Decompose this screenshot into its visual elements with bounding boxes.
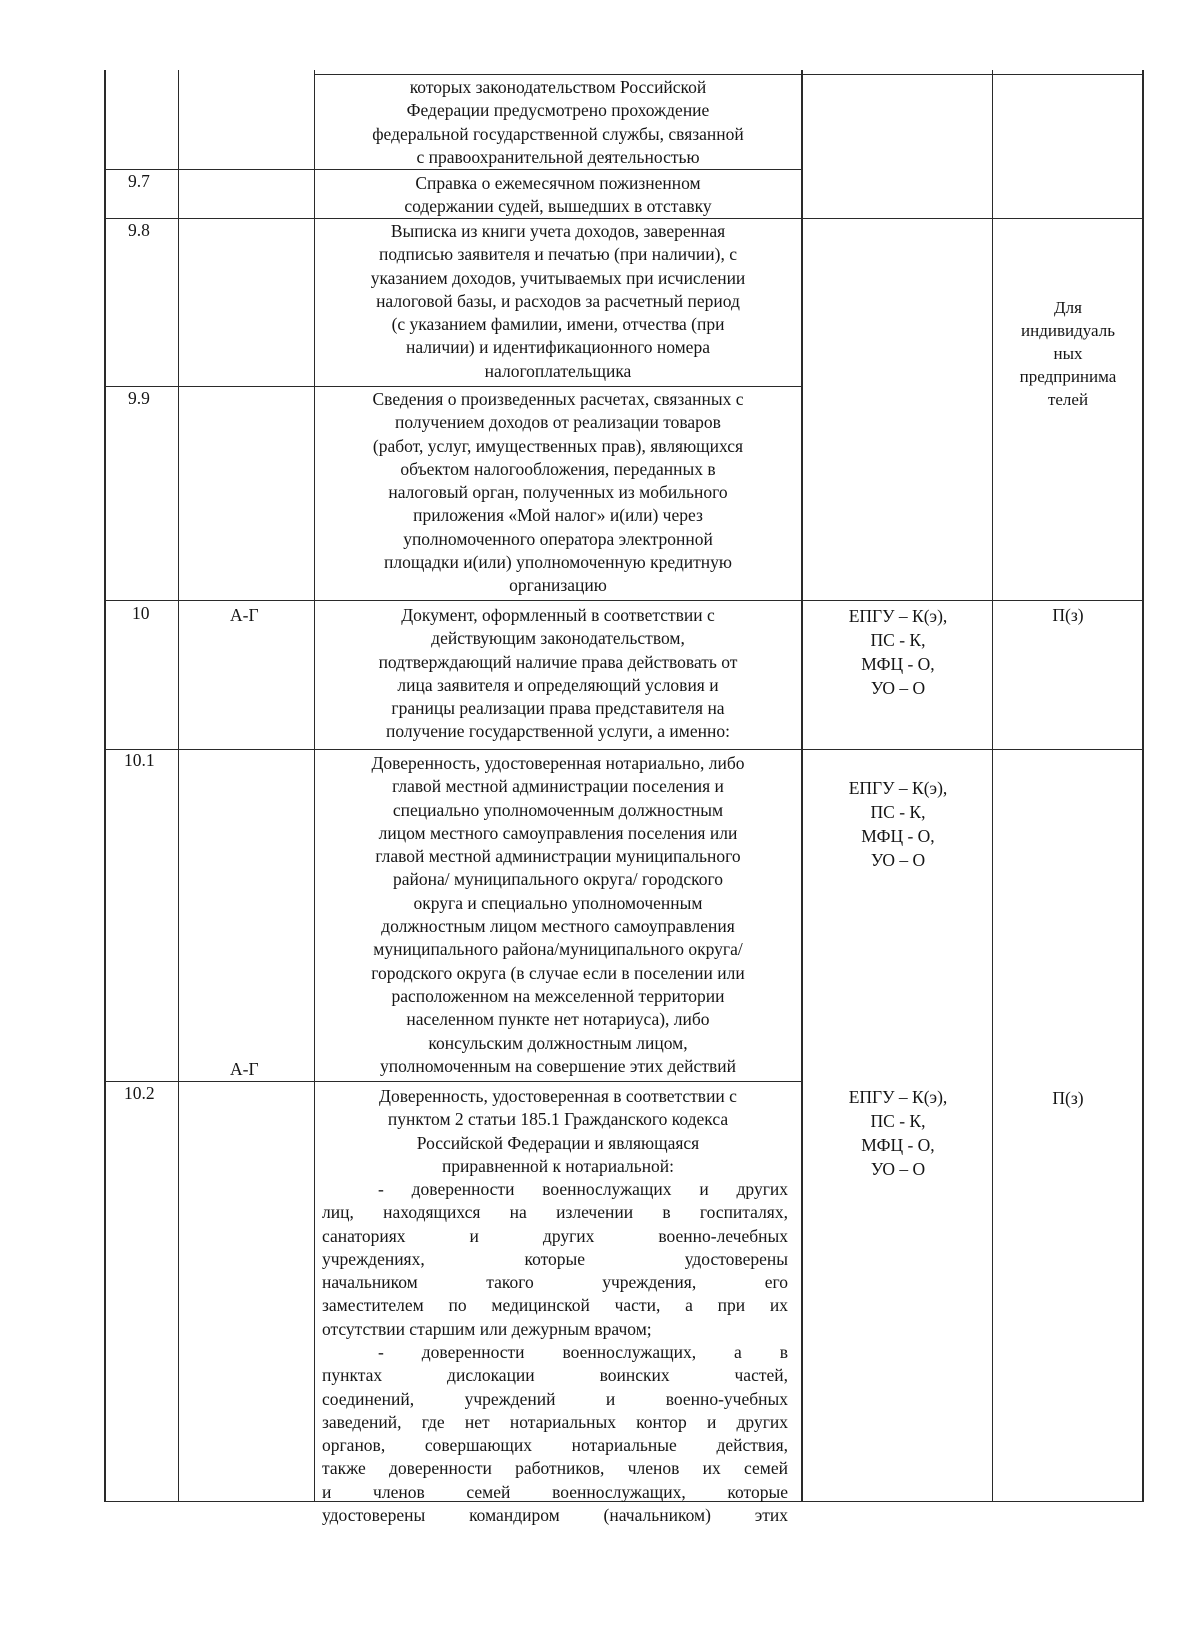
text-line: площадки и(или) уполномоченную кредитную bbox=[383, 552, 732, 573]
grid-line-h-10 bbox=[104, 600, 1144, 601]
text-line: округа и специально уполномоченным bbox=[413, 892, 703, 913]
grid-line-h-101 bbox=[104, 749, 1144, 750]
text-line: района/ муниципального округа/ городского bbox=[393, 869, 723, 890]
text-line: уполномоченного оператора электронной bbox=[403, 528, 713, 549]
text-line: указанием доходов, учитываемых при исчислении bbox=[370, 267, 746, 288]
text-line: учреждениях, которые удостоверены bbox=[322, 1248, 788, 1269]
text-line: ПС - К, bbox=[870, 802, 926, 822]
text-line: ЕПГУ – К(э), bbox=[848, 778, 948, 798]
text-line: Для bbox=[1054, 298, 1082, 317]
text-line: налогоплательщика bbox=[484, 360, 632, 381]
text-line: приложения «Мой налог» и(или) через bbox=[413, 505, 703, 526]
text-line: Сведения о произведенных расчетах, связанных с bbox=[372, 389, 744, 409]
text-line: действующим законодательством, bbox=[431, 628, 685, 649]
text-line: санаториях и других военно-лечебных bbox=[322, 1225, 788, 1246]
text-line: федеральной государственной службы, связанной bbox=[372, 123, 744, 144]
text-line: ных bbox=[1053, 344, 1083, 363]
row-number-10-2: 10.2 bbox=[124, 1083, 155, 1103]
grid-line-v2 bbox=[178, 70, 179, 1502]
text-line: расположенном на межселенной территории bbox=[391, 985, 725, 1006]
row-10-form: П(з) bbox=[1052, 605, 1084, 625]
text-line: Федерации предусмотрено прохождение bbox=[406, 100, 710, 121]
text-line: налоговой базы, и расходов за расчетный период bbox=[376, 290, 740, 311]
text-line: заведений, где нет нотариальных контор и других bbox=[322, 1411, 788, 1432]
row-10-1-text bbox=[318, 752, 798, 1078]
grid-line-h-top bbox=[314, 74, 1144, 75]
text-line: МФЦ - О, bbox=[861, 654, 935, 674]
text-line: городского округа (в случае если в поселении или bbox=[371, 962, 745, 983]
text-line: подписью заявителя и печатью (при наличии), с bbox=[379, 244, 737, 265]
text-line: органов, совершающих нотариальные действия, bbox=[322, 1435, 788, 1456]
text-line: Документ, оформленный в соответствии с bbox=[401, 605, 715, 625]
text-line: населенном пункте нет нотариуса), либо bbox=[406, 1009, 710, 1030]
row-10-2-item-2 bbox=[322, 1341, 788, 1527]
text-line: также доверенности работников, членов их семей bbox=[322, 1458, 788, 1479]
row-10-1-channels bbox=[805, 776, 991, 872]
row-10-text bbox=[318, 604, 798, 744]
text-line: которых законодательством Российской bbox=[409, 77, 707, 97]
text-line: специально уполномоченным должностным bbox=[392, 799, 724, 820]
row-10-2-form: П(з) bbox=[1052, 1088, 1084, 1108]
text-line: лицом местного самоуправления поселения или bbox=[378, 822, 738, 843]
text-line: УО – О bbox=[870, 1159, 926, 1179]
text-line: границы реализации права представителя на bbox=[391, 698, 725, 719]
text-line: (с указанием фамилии, имени, отчества (при bbox=[391, 314, 725, 335]
text-line: индивидуаль bbox=[1021, 321, 1115, 340]
text-line: Выписка из книги учета доходов, заверенная bbox=[390, 221, 726, 241]
grid-line-v6 bbox=[1142, 70, 1144, 1502]
text-line: - доверенности военнослужащих, а в bbox=[378, 1342, 788, 1362]
text-line: организацию bbox=[509, 575, 607, 596]
text-line: Справка о ежемесячном пожизненном bbox=[415, 173, 701, 193]
row-number-10-1: 10.1 bbox=[124, 750, 155, 770]
row-number-9-8: 9.8 bbox=[128, 220, 150, 240]
text-line: пунктах дислокации воинских частей, bbox=[322, 1365, 788, 1386]
row-10-category: А-Г bbox=[230, 605, 259, 625]
text-line: налоговый орган, полученных из мобильного bbox=[388, 482, 728, 503]
text-line: лиц, находящихся на излечении в госпиталях, bbox=[322, 1202, 788, 1223]
text-line: объектом налогообложения, переданных в bbox=[400, 458, 716, 479]
text-line: получением доходов от реализации товаров bbox=[395, 412, 721, 433]
text-line: с правоохранительной деятельностью bbox=[416, 146, 700, 167]
text-line: уполномоченным на совершение этих действий bbox=[380, 1055, 736, 1076]
row-10-2-item-1 bbox=[322, 1178, 788, 1341]
text-line: ЕПГУ – К(э), bbox=[848, 1087, 948, 1107]
text-line: подтверждающий наличие права действовать от bbox=[378, 651, 738, 672]
text-line: получение государственной услуги, а именно: bbox=[386, 721, 730, 742]
text-line: соединений, учреждений и военно-учебных bbox=[322, 1388, 788, 1409]
text-line: наличии) и идентификационного номера bbox=[406, 337, 710, 358]
row-number-9-7: 9.7 bbox=[128, 171, 150, 191]
row-9-9-text bbox=[318, 388, 798, 598]
text-line: УО – О bbox=[870, 678, 926, 698]
row-10-channels bbox=[805, 604, 991, 700]
text-line: отсутствии старшим или дежурным врачом; bbox=[322, 1318, 652, 1339]
text-line: приравненной к нотариальной: bbox=[441, 1155, 675, 1176]
text-line: заместителем по медицинской части, а при их bbox=[322, 1295, 788, 1316]
grid-line-v3 bbox=[314, 70, 315, 1502]
entrepreneurs-note bbox=[996, 296, 1140, 411]
text-line: содержании судей, вышедших в отставку bbox=[404, 196, 712, 217]
text-line: Доверенность, удостоверенная в соответствии с bbox=[379, 1086, 737, 1106]
text-line: начальником такого учреждения, его bbox=[322, 1272, 788, 1293]
text-line: Российской Федерации и являющаяся bbox=[416, 1132, 700, 1153]
continuation-text bbox=[318, 76, 798, 169]
text-line: УО – О bbox=[870, 850, 926, 870]
text-line: ЕПГУ – К(э), bbox=[848, 606, 948, 626]
grid-line-h-102 bbox=[104, 1081, 803, 1082]
grid-line-h-99 bbox=[104, 386, 803, 387]
text-line: лица заявителя и определяющий условия и bbox=[397, 674, 719, 695]
text-line: удостоверены командиром (начальником) этих bbox=[322, 1505, 788, 1526]
text-line: Доверенность, удостоверенная нотариально, либо bbox=[371, 753, 745, 773]
text-line: консульским должностным лицом, bbox=[428, 1032, 688, 1053]
text-line: муниципального района/муниципального округа/ bbox=[373, 939, 743, 960]
text-line: главой местной администрации муниципального bbox=[375, 846, 741, 867]
text-line: главой местной администрации поселения и bbox=[392, 776, 724, 797]
row-number-10: 10 bbox=[132, 603, 150, 623]
text-line: ПС - К, bbox=[870, 1111, 926, 1131]
row-9-7-text bbox=[318, 172, 798, 219]
text-line: ПС - К, bbox=[870, 630, 926, 650]
text-line: МФЦ - О, bbox=[861, 826, 935, 846]
text-line: пунктом 2 статьи 185.1 Гражданского кодекса bbox=[387, 1109, 729, 1130]
grid-line-v5 bbox=[992, 70, 993, 1502]
text-line: и членов семей военнослужащих, которые bbox=[322, 1481, 788, 1502]
row-10-2-header bbox=[318, 1085, 798, 1178]
text-line: должностным лицом местного самоуправления bbox=[381, 916, 735, 937]
grid-line-v1 bbox=[104, 70, 106, 1502]
text-line: - доверенности военнослужащих и других bbox=[378, 1179, 788, 1199]
text-line: предпринима bbox=[1019, 367, 1117, 386]
row-9-8-text bbox=[318, 220, 798, 383]
row-number-9-9: 9.9 bbox=[128, 388, 150, 408]
grid-line-v4 bbox=[801, 70, 803, 1502]
text-line: телей bbox=[1047, 390, 1089, 409]
row-10-2-channels bbox=[805, 1085, 991, 1181]
text-line: МФЦ - О, bbox=[861, 1135, 935, 1155]
row-10-1-category: А-Г bbox=[230, 1059, 259, 1079]
text-line: (работ, услуг, имущественных прав), являющихся bbox=[372, 435, 744, 456]
